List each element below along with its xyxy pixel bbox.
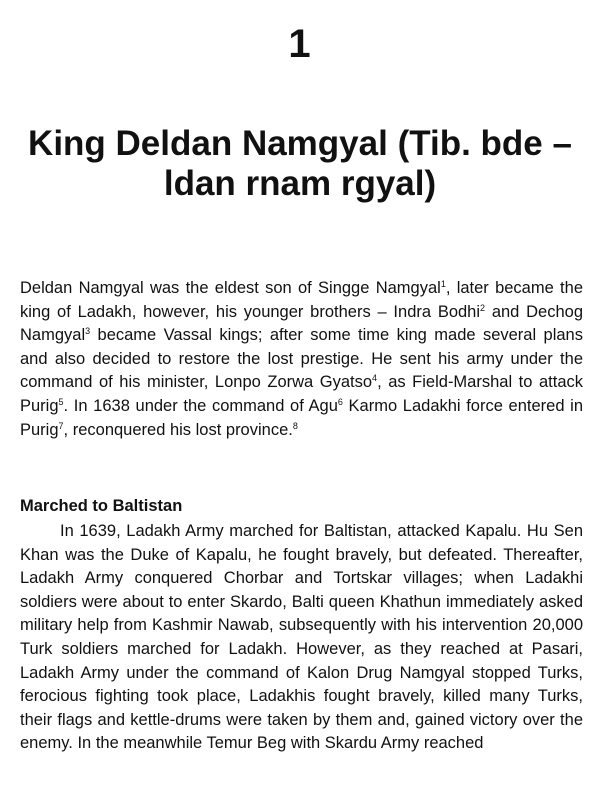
- text-segment: Deldan Namgyal was the eldest son of Singge Namgyal: [20, 279, 441, 297]
- footnote-ref: 3: [85, 326, 91, 337]
- text-segment: Karmo Ladakhi force entered in Purig: [20, 396, 583, 439]
- footnote-ref: 8: [292, 420, 298, 431]
- footnote-ref: 7: [58, 420, 64, 431]
- text-segment: , later became the king of Ladakh, however, his younger brothers – Indra Bodhi: [20, 279, 583, 321]
- footnote-ref: 5: [58, 396, 64, 407]
- text-segment: , as Field-Marshal to attack Purig: [20, 373, 584, 415]
- chapter-number: 1: [288, 22, 312, 66]
- text-segment: became Vassal kings; after some time king made several plans and also decided to restore the lost prestige. He sent his army under the command of his minister, Lonpo Zorwa Gyatso: [20, 326, 583, 392]
- footnote-ref: 2: [480, 302, 486, 313]
- footnote-ref: 6: [337, 396, 343, 407]
- footnote-ref: 4: [372, 373, 378, 384]
- text-segment: . In 1638 under the command of Agu: [63, 396, 338, 415]
- footnote-ref: 1: [440, 279, 446, 289]
- intro-paragraph: [20, 277, 583, 442]
- section-paragraph: In 1639, Ladakh Army marched for Baltistan, attacked Kapalu. Hu Sen Khan was the Duke of Kapalu, he fought bravely, but defeated. Thereafter, Ladakh Army conquered Chorbar and Tortskar villages; when Ladakhi soldiers were about to enter Skardo, Balti queen Khathun immediately asked military help from Kashmir Nawab, subsequently with his intervention 20,000 Turk soldiers marched for Ladakh. However, as they reached at Pasari, Ladakh Army under the command of Kalon Drug Namgyal stopped Turks, ferocious fighting took place, Ladakhis fought bravely, killed many Turks, their flags and kettle-drums were taken by them and, gained victory over the enemy. In the meanwhile Temur Beg with Skardu Army reached: [20, 522, 583, 753]
- text-segment: , reconquered his lost province.: [63, 420, 293, 439]
- chapter-title: King Deldan Namgyal (Tib. bde – ldan rnam rgyal): [28, 124, 572, 203]
- text-segment: and Dechog Namgyal: [20, 302, 584, 345]
- section-heading: Marched to Baltistan: [20, 497, 183, 515]
